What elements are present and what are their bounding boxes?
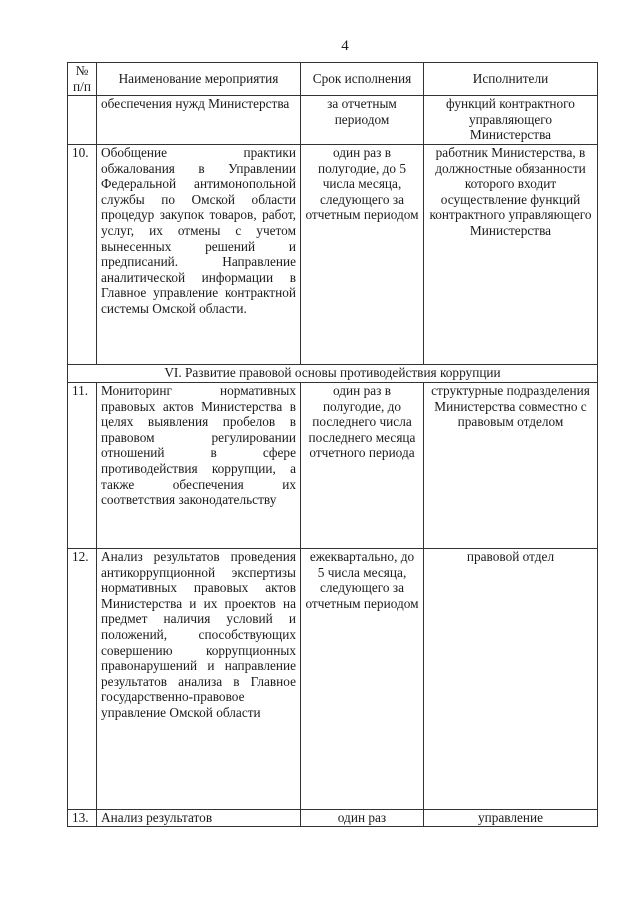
- row-number-cell: 13.: [68, 810, 97, 827]
- table-row-continuation: [68, 96, 598, 145]
- page-number: 4: [341, 38, 349, 54]
- row-name-cell: Мониторинг нормативных правовых актов Министерства в целях выявления пробелов в правовом регулировании отношений в сфере противодействия коррупции, а также обеспечения их соответствия законодательству: [97, 383, 301, 549]
- row-deadline-cell: ежеквартально, до 5 числа месяца, следующего за отчетным периодом: [301, 549, 424, 810]
- row-name-cell: Анализ результатов: [97, 810, 301, 827]
- row-executor-cell: работник Министерства, в должностные обязанности которого входит осуществление функций контрактного управляющего Министерства: [424, 145, 598, 365]
- row-deadline-cell: один раз в полугодие, до 5 числа месяца, следующего за отчетным периодом: [301, 145, 424, 365]
- row-number-cell: [68, 96, 97, 145]
- row-executor-cell: структурные подразделения Министерства совместно с правовым отделом: [424, 383, 598, 549]
- column-header-deadline: Срок исполнения: [301, 63, 424, 96]
- table-row: [68, 810, 598, 827]
- row-executor-cell: функций контрактного управляющего Министерства: [424, 96, 598, 145]
- column-header-executor: Исполнители: [424, 63, 598, 96]
- row-executor-cell: правовой отдел: [424, 549, 598, 810]
- row-name-cell: Обобщение практики обжалования в Управлении Федеральной антимонопольной службы по Омской области процедур закупок товаров, работ, услуг, их отмены с учетом вынесенных решений и предписаний. Направление аналитической информации в Главное управление контрактной системы Омской области.: [97, 145, 301, 365]
- table-header-row: [68, 63, 598, 96]
- activities-table: [67, 62, 598, 827]
- row-number-cell: 11.: [68, 383, 97, 549]
- row-deadline-cell: один раз: [301, 810, 424, 827]
- row-name-cell: обеспечения нужд Министерства: [97, 96, 301, 145]
- row-number-cell: 10.: [68, 145, 97, 365]
- table-row: [68, 549, 598, 810]
- row-deadline-cell: за отчетным периодом: [301, 96, 424, 145]
- table-row: [68, 383, 598, 549]
- section-header-row: [68, 365, 598, 383]
- column-header-number: № п/п: [68, 63, 97, 96]
- row-deadline-cell: один раз в полугодие, до последнего числа последнего месяца отчетного периода: [301, 383, 424, 549]
- column-header-name: Наименование мероприятия: [97, 63, 301, 96]
- table-row: [68, 145, 598, 365]
- row-executor-cell: управление: [424, 810, 598, 827]
- row-number-cell: 12.: [68, 549, 97, 810]
- section-title: VI. Развитие правовой основы противодействия коррупции: [68, 365, 598, 383]
- row-name-cell: Анализ результатов проведения антикоррупционной экспертизы нормативных правовых актов Министерства и их проектов на предмет наличия условий и положений, способствующих совершению коррупционных правонарушений и направление результатов анализа в Главное государственно-правовое управление Омской области: [97, 549, 301, 810]
